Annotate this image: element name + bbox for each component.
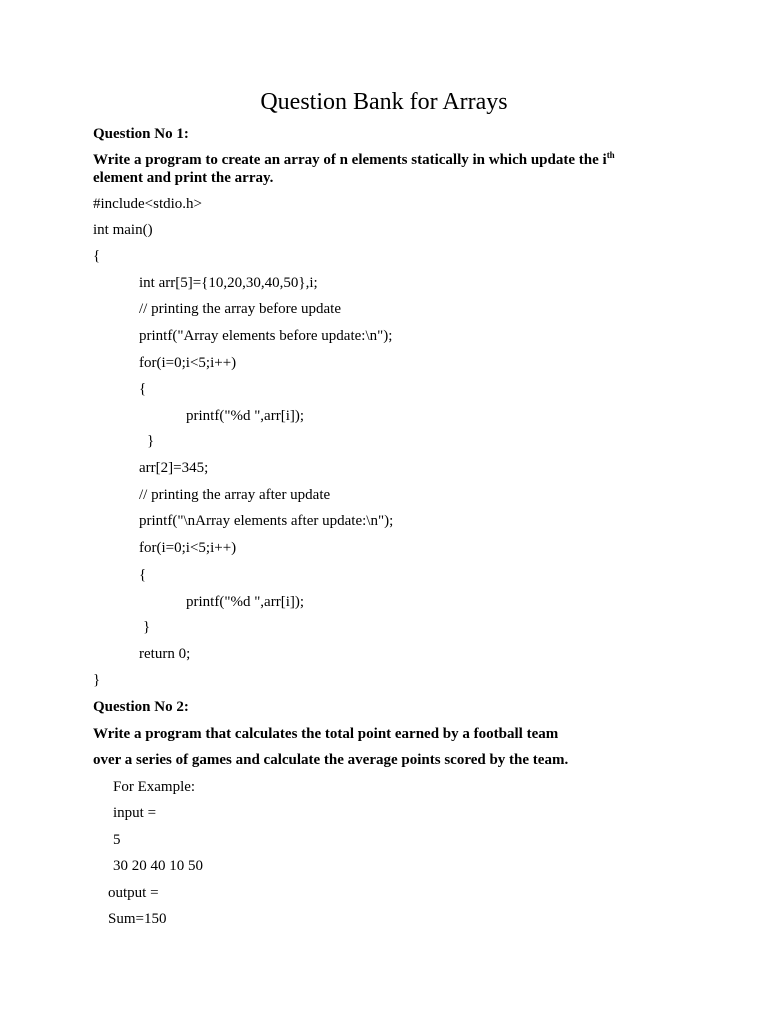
code-line: {	[139, 381, 147, 397]
q2-question-line-2: over a series of games and calculate the average points scored by the team.	[93, 752, 569, 768]
code-line: for(i=0;i<5;i++)	[139, 355, 237, 371]
q2-heading: Question No 2:	[93, 699, 189, 715]
code-line: }	[93, 672, 101, 688]
code-line: printf("\nArray elements after update:\n");	[139, 513, 394, 529]
code-line: printf("%d ",arr[i]);	[186, 594, 305, 610]
document-title: Question Bank for Arrays	[260, 89, 508, 115]
q1-heading: Question No 1:	[93, 126, 189, 142]
example-line: For Example:	[113, 779, 196, 795]
code-line: {	[139, 567, 147, 583]
code-line: int arr[5]={10,20,30,40,50},i;	[139, 275, 318, 291]
code-line: // printing the array after update	[139, 487, 331, 503]
example-line: Sum=150	[108, 911, 167, 927]
q2-question-line-1: Write a program that calculates the total point earned by a football team	[93, 726, 559, 742]
code-line: int main()	[93, 222, 153, 238]
example-line: output =	[108, 885, 159, 901]
code-line: }	[143, 619, 151, 635]
q1-question-text	[93, 151, 653, 187]
code-line: {	[93, 248, 101, 264]
example-line: input =	[113, 805, 157, 821]
code-line: printf("Array elements before update:\n");	[139, 328, 393, 344]
code-line: for(i=0;i<5;i++)	[139, 540, 237, 556]
q1-question-text-rest: element and print the array.	[93, 170, 274, 186]
q1-question-text-main: Write a program to create an array of n elements statically in which update the i	[93, 152, 607, 168]
example-line: 5	[113, 832, 121, 848]
q1-question-superscript: th	[606, 150, 615, 160]
example-line: 30 20 40 10 50	[113, 858, 203, 874]
code-line: printf("%d ",arr[i]);	[186, 408, 305, 424]
code-line: // printing the array before update	[139, 301, 342, 317]
code-line: #include<stdio.h>	[93, 196, 202, 212]
code-line: arr[2]=345;	[139, 460, 209, 476]
code-line: }	[147, 433, 155, 449]
code-line: return 0;	[139, 646, 191, 662]
